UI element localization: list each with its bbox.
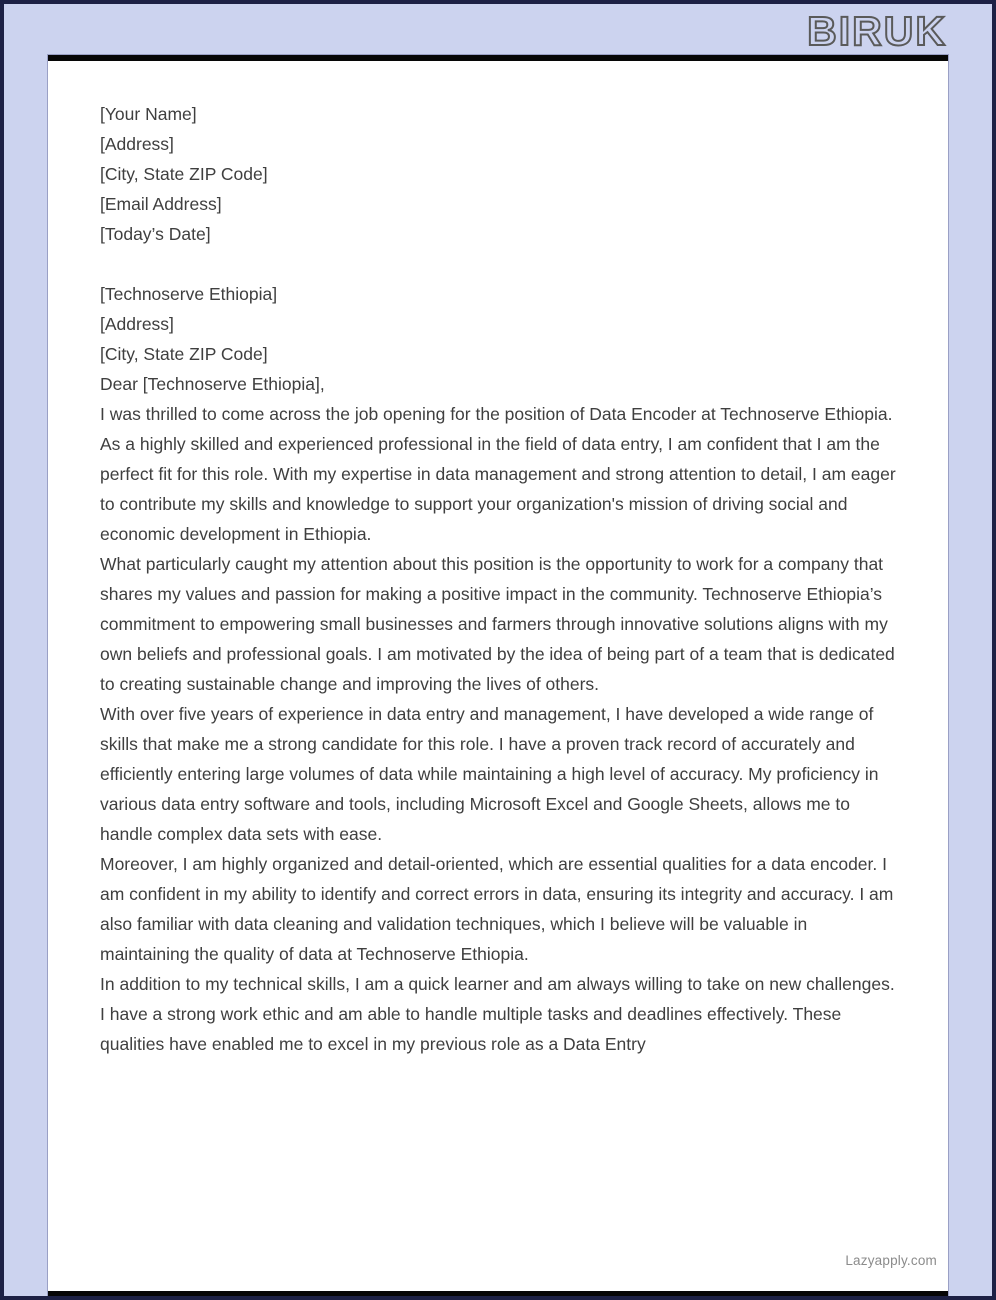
letter-page xyxy=(48,55,948,1296)
salutation: Dear [Technoserve Ethiopia], xyxy=(100,374,325,394)
sender-address-line: [Address] xyxy=(100,134,174,154)
body-paragraph-4: Moreover, I am highly organized and detail-oriented, which are essential qualities for a data encoder. I am confident in my ability to identify and correct errors in data, ensuring its integrity and accuracy. I am also familiar with data cleaning and validation techniques, which I believe will be valuable in maintaining the quality of data at Technoserve Ethiopia. xyxy=(100,854,894,964)
recipient-block xyxy=(100,279,898,369)
sender-block xyxy=(100,99,898,249)
body-paragraph-2: What particularly caught my attention about this position is the opportunity to work for a company that shares my values and passion for making a positive impact in the community. Technoserve Ethiopia’s commitment to empowering small businesses and farmers through innovative solutions aligns with my own beliefs and professional goals. I am motivated by the idea of being part of a team that is dedicated to creating sustainable change and improving the lives of others. xyxy=(100,554,895,694)
recipient-address-line: [Address] xyxy=(100,314,174,334)
recipient-city-line: [City, State ZIP Code] xyxy=(100,344,268,364)
watermark: Lazyapply.com xyxy=(845,1253,937,1268)
sender-city-line: [City, State ZIP Code] xyxy=(100,164,268,184)
body-paragraph-5: In addition to my technical skills, I am a quick learner and am always willing to take on new challenges. I have a strong work ethic and am able to handle multiple tasks and deadlines effectively. These qualities have enabled me to excel in my previous role as a Data Entry xyxy=(100,974,895,1054)
sender-email-line: [Email Address] xyxy=(100,194,222,214)
recipient-name-line: [Technoserve Ethiopia] xyxy=(100,284,278,304)
brand-logo: BIRUK xyxy=(807,8,947,54)
body-paragraph-1: I was thrilled to come across the job opening for the position of Data Encoder at Technoserve Ethiopia. As a highly skilled and experienced professional in the field of data entry, I am confident that I am the perfect fit for this role. With my expertise in data management and strong attention to detail, I am eager to contribute my skills and knowledge to support your organization's mission of driving social and economic development in Ethiopia. xyxy=(100,404,896,544)
body-paragraph-3: With over five years of experience in data entry and management, I have developed a wide range of skills that make me a strong candidate for this role. I have a proven track record of accurately and efficiently entering large volumes of data while maintaining a high level of accuracy. My proficiency in various data entry software and tools, including Microsoft Excel and Google Sheets, allows me to handle complex data sets with ease. xyxy=(100,704,879,844)
sender-name-line: [Your Name] xyxy=(100,104,197,124)
sender-date-line: [Today’s Date] xyxy=(100,224,211,244)
